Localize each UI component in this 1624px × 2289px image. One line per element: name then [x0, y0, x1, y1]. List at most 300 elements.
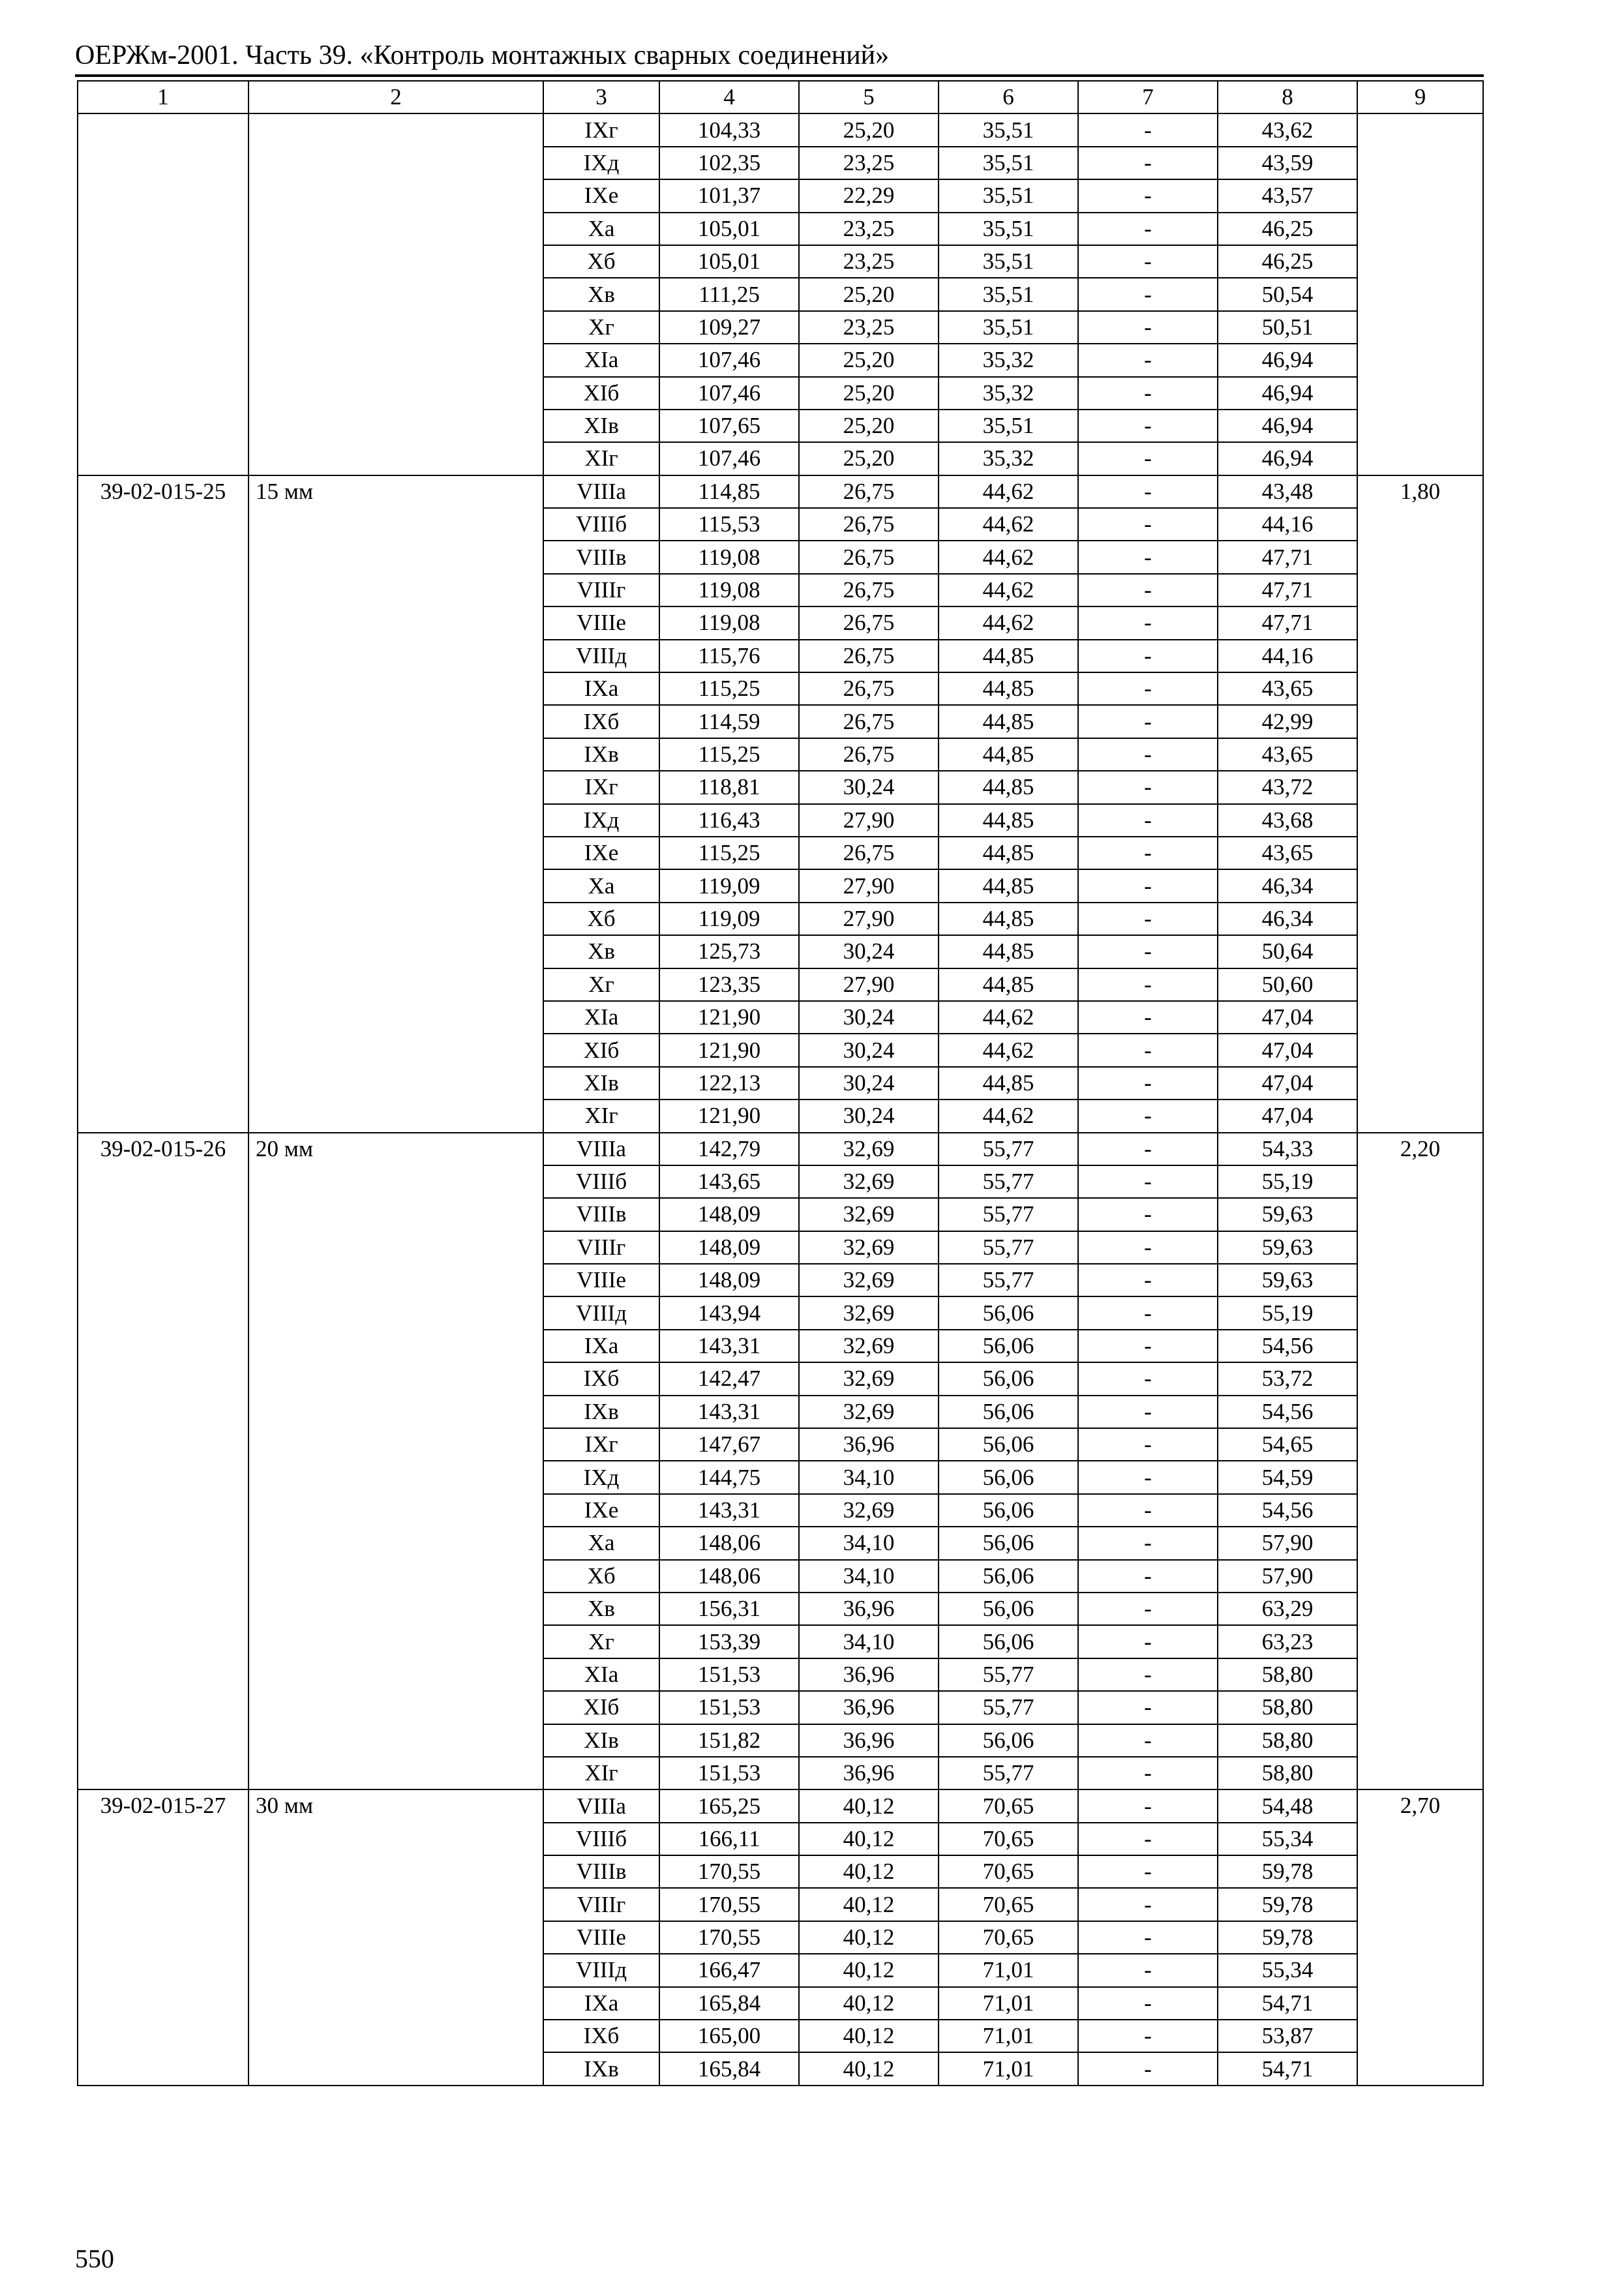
table-cell-col-8: 54,33	[1218, 1133, 1357, 1165]
table-cell-col-7: -	[1078, 1724, 1218, 1757]
table-cell-col-7: -	[1078, 179, 1218, 212]
table-cell-col-7: -	[1078, 1789, 1218, 1822]
table-cell-col-4: 142,47	[659, 1362, 799, 1395]
table-cell-col-3: Xб	[543, 245, 659, 278]
table-cell-col-8: 46,25	[1218, 245, 1357, 278]
table-cell-col-3: VIIIб	[543, 1165, 659, 1198]
table-cell-col-6: 56,06	[939, 1330, 1078, 1362]
table-cell-col-8: 59,78	[1218, 1921, 1357, 1954]
table-cell-col-8: 47,04	[1218, 1034, 1357, 1066]
table-cell-col-8: 46,94	[1218, 377, 1357, 410]
table-cell-col-3: IXа	[543, 672, 659, 705]
table-cell-col-3: IXв	[543, 738, 659, 771]
table-cell-col-8: 43,65	[1218, 672, 1357, 705]
table-cell-col-7: -	[1078, 508, 1218, 541]
table-cell-col-4: 165,84	[659, 2052, 799, 2085]
table-cell-col-5: 23,25	[799, 213, 939, 245]
table-cell-col-5: 32,69	[799, 1231, 939, 1264]
table-cell-col-8: 63,29	[1218, 1593, 1357, 1625]
table-cell-col-8: 54,56	[1218, 1330, 1357, 1362]
table-cell-col-6: 56,06	[939, 1625, 1078, 1658]
table-cell-col-3: VIIIа	[543, 475, 659, 508]
table-cell-col-3: VIIIг	[543, 1888, 659, 1921]
column-number-5: 5	[799, 81, 939, 113]
table-cell-col-7: -	[1078, 541, 1218, 573]
table-cell-col-5: 40,12	[799, 1987, 939, 2020]
table-cell-col-3: VIIIд	[543, 640, 659, 672]
table-cell-col-7: -	[1078, 1001, 1218, 1034]
table-row	[78, 1789, 1483, 1822]
table-cell-col-6: 56,06	[939, 1494, 1078, 1527]
table-cell-col-7: -	[1078, 1625, 1218, 1658]
table-cell-col-3: VIIIв	[543, 1198, 659, 1231]
table-body	[78, 113, 1483, 2085]
table-cell-col-4: 115,76	[659, 640, 799, 672]
header-rule	[75, 74, 1484, 77]
table-cell-col-6: 35,32	[939, 377, 1078, 410]
table-cell-col-4: 104,33	[659, 113, 799, 146]
table-cell-col-5: 40,12	[799, 1823, 939, 1855]
table-cell-col-5: 32,69	[799, 1396, 939, 1428]
table-cell-col-3: Xа	[543, 869, 659, 902]
table-cell-col-8: 58,80	[1218, 1658, 1357, 1691]
table-cell-col-5: 30,24	[799, 771, 939, 803]
table-cell-col-7: -	[1078, 2052, 1218, 2085]
table-cell-col-5: 32,69	[799, 1362, 939, 1395]
table-cell-col-3: IXб	[543, 1362, 659, 1395]
table-cell-col-7: -	[1078, 738, 1218, 771]
table-cell-col-8: 54,56	[1218, 1396, 1357, 1428]
table-cell-col-3: XIа	[543, 1001, 659, 1034]
table-cell-col-5: 26,75	[799, 672, 939, 705]
table-cell-col-3: Xб	[543, 1560, 659, 1593]
table-cell-col-3: Xв	[543, 278, 659, 310]
table-cell-col-5: 26,75	[799, 574, 939, 606]
table-cell-col-4: 109,27	[659, 311, 799, 344]
table-cell-col-8: 50,60	[1218, 968, 1357, 1001]
table-cell-col-3: VIIIд	[543, 1296, 659, 1329]
table-cell-col-7: -	[1078, 1330, 1218, 1362]
table-cell-col-5: 23,25	[799, 311, 939, 344]
table-cell-col-3: XIб	[543, 1691, 659, 1724]
table-cell-col-7: -	[1078, 804, 1218, 837]
table-cell-col-4: 165,84	[659, 1987, 799, 2020]
table-cell-col-8: 58,80	[1218, 1724, 1357, 1757]
table-cell-col-6: 71,01	[939, 1987, 1078, 2020]
table-cell-col-5: 25,20	[799, 442, 939, 475]
table-cell-col-6: 55,77	[939, 1198, 1078, 1231]
table-cell-col-3: IXг	[543, 1428, 659, 1461]
page-number: 550	[75, 2244, 114, 2273]
table-cell-col-7: -	[1078, 1428, 1218, 1461]
table-cell-col-5: 23,25	[799, 147, 939, 179]
table-cell-col-5: 26,75	[799, 738, 939, 771]
table-cell-col-5: 26,75	[799, 640, 939, 672]
table-cell-col-6: 35,51	[939, 147, 1078, 179]
material-cell: 1,80	[1357, 475, 1483, 1133]
table-cell-col-7: -	[1078, 837, 1218, 869]
table-cell-col-5: 40,12	[799, 1921, 939, 1954]
thickness-cell	[248, 113, 543, 475]
table-cell-col-8: 50,54	[1218, 278, 1357, 310]
table-cell-col-5: 26,75	[799, 606, 939, 639]
table-cell-col-6: 56,06	[939, 1724, 1078, 1757]
table-cell-col-8: 43,62	[1218, 113, 1357, 146]
table-cell-col-5: 30,24	[799, 1001, 939, 1034]
column-number-row	[78, 81, 1483, 113]
table-cell-col-3: IXг	[543, 113, 659, 146]
table-cell-col-8: 54,48	[1218, 1789, 1357, 1822]
table-cell-col-6: 56,06	[939, 1593, 1078, 1625]
table-cell-col-8: 43,59	[1218, 147, 1357, 179]
table-cell-col-7: -	[1078, 344, 1218, 376]
table-cell-col-5: 30,24	[799, 935, 939, 968]
table-cell-col-3: IXв	[543, 1396, 659, 1428]
table-cell-col-3: XIа	[543, 344, 659, 376]
table-cell-col-5: 34,10	[799, 1527, 939, 1559]
table-cell-col-6: 35,51	[939, 179, 1078, 212]
table-cell-col-8: 47,71	[1218, 606, 1357, 639]
table-cell-col-4: 118,81	[659, 771, 799, 803]
table-cell-col-6: 35,32	[939, 442, 1078, 475]
table-cell-col-7: -	[1078, 1198, 1218, 1231]
table-cell-col-5: 26,75	[799, 541, 939, 573]
table-cell-col-8: 57,90	[1218, 1560, 1357, 1593]
table-cell-col-4: 166,47	[659, 1954, 799, 1986]
table-cell-col-6: 44,85	[939, 903, 1078, 935]
table-cell-col-3: Xг	[543, 1625, 659, 1658]
table-cell-col-3: Xа	[543, 1527, 659, 1559]
table-cell-col-5: 30,24	[799, 1067, 939, 1100]
table-cell-col-5: 26,75	[799, 508, 939, 541]
table-cell-col-7: -	[1078, 771, 1218, 803]
table-cell-col-6: 44,85	[939, 705, 1078, 738]
table-cell-col-8: 46,94	[1218, 442, 1357, 475]
rate-code-cell: 39-02-015-26	[78, 1133, 248, 1790]
table-cell-col-8: 47,71	[1218, 574, 1357, 606]
table-cell-col-4: 107,65	[659, 410, 799, 442]
table-cell-col-6: 56,06	[939, 1296, 1078, 1329]
table-cell-col-7: -	[1078, 1362, 1218, 1395]
table-cell-col-7: -	[1078, 1067, 1218, 1100]
table-cell-col-5: 40,12	[799, 1954, 939, 1986]
table-cell-col-3: IXг	[543, 771, 659, 803]
table-cell-col-4: 115,53	[659, 508, 799, 541]
table-cell-col-6: 44,85	[939, 738, 1078, 771]
table-cell-col-3: Xв	[543, 1593, 659, 1625]
table-cell-col-5: 27,90	[799, 903, 939, 935]
table-cell-col-7: -	[1078, 574, 1218, 606]
table-cell-col-3: XIг	[543, 1100, 659, 1132]
table-cell-col-4: 143,31	[659, 1396, 799, 1428]
table-cell-col-5: 27,90	[799, 968, 939, 1001]
table-cell-col-4: 119,08	[659, 541, 799, 573]
table-cell-col-4: 143,65	[659, 1165, 799, 1198]
table-cell-col-3: Xг	[543, 968, 659, 1001]
table-cell-col-3: VIIIв	[543, 1855, 659, 1888]
table-cell-col-8: 46,25	[1218, 213, 1357, 245]
table-cell-col-3: VIIIб	[543, 1823, 659, 1855]
table-cell-col-8: 43,65	[1218, 738, 1357, 771]
rate-code-cell: 39-02-015-25	[78, 475, 248, 1133]
column-number-9: 9	[1357, 81, 1483, 113]
table-cell-col-3: Xв	[543, 935, 659, 968]
table-cell-col-7: -	[1078, 705, 1218, 738]
table-cell-col-6: 71,01	[939, 2052, 1078, 2085]
material-cell	[1357, 113, 1483, 475]
table-cell-col-5: 22,29	[799, 179, 939, 212]
table-cell-col-4: 114,85	[659, 475, 799, 508]
table-cell-col-7: -	[1078, 903, 1218, 935]
table-cell-col-4: 148,06	[659, 1560, 799, 1593]
table-cell-col-7: -	[1078, 606, 1218, 639]
table-cell-col-4: 153,39	[659, 1625, 799, 1658]
table-cell-col-6: 44,85	[939, 771, 1078, 803]
table-cell-col-4: 165,25	[659, 1789, 799, 1822]
table-cell-col-3: IXе	[543, 1494, 659, 1527]
table-cell-col-4: 170,55	[659, 1921, 799, 1954]
table-cell-col-4: 111,25	[659, 278, 799, 310]
table-cell-col-8: 44,16	[1218, 640, 1357, 672]
table-cell-col-4: 116,43	[659, 804, 799, 837]
table-cell-col-4: 107,46	[659, 344, 799, 376]
table-cell-col-6: 55,77	[939, 1691, 1078, 1724]
table-cell-col-7: -	[1078, 377, 1218, 410]
column-number-7: 7	[1078, 81, 1218, 113]
table-cell-col-8: 55,19	[1218, 1165, 1357, 1198]
table-cell-col-6: 56,06	[939, 1461, 1078, 1493]
table-cell-col-7: -	[1078, 1396, 1218, 1428]
table-cell-col-6: 56,06	[939, 1560, 1078, 1593]
table-cell-col-6: 44,62	[939, 475, 1078, 508]
table-cell-col-5: 32,69	[799, 1133, 939, 1165]
table-cell-col-5: 32,69	[799, 1494, 939, 1527]
table-cell-col-7: -	[1078, 311, 1218, 344]
thickness-cell: 20 мм	[248, 1133, 543, 1790]
table-cell-col-5: 34,10	[799, 1625, 939, 1658]
table-cell-col-4: 170,55	[659, 1888, 799, 1921]
table-cell-col-7: -	[1078, 1034, 1218, 1066]
table-cell-col-5: 36,96	[799, 1757, 939, 1789]
table-cell-col-4: 156,31	[659, 1593, 799, 1625]
table-cell-col-4: 148,09	[659, 1198, 799, 1231]
table-cell-col-4: 143,94	[659, 1296, 799, 1329]
thickness-cell: 30 мм	[248, 1789, 543, 2086]
table-cell-col-3: IXб	[543, 2020, 659, 2052]
table-cell-col-8: 50,51	[1218, 311, 1357, 344]
table-cell-col-6: 44,62	[939, 1100, 1078, 1132]
table-cell-col-8: 55,34	[1218, 1954, 1357, 1986]
table-cell-col-5: 32,69	[799, 1296, 939, 1329]
table-cell-col-5: 36,96	[799, 1428, 939, 1461]
table-cell-col-5: 36,96	[799, 1658, 939, 1691]
table-cell-col-3: IXд	[543, 1461, 659, 1493]
table-cell-col-4: 119,09	[659, 869, 799, 902]
table-cell-col-7: -	[1078, 1921, 1218, 1954]
table-cell-col-5: 32,69	[799, 1198, 939, 1231]
table-cell-col-8: 47,04	[1218, 1067, 1357, 1100]
table-cell-col-8: 44,16	[1218, 508, 1357, 541]
table-cell-col-8: 55,19	[1218, 1296, 1357, 1329]
table-cell-col-3: IXд	[543, 147, 659, 179]
table-cell-col-6: 44,62	[939, 606, 1078, 639]
table-cell-col-7: -	[1078, 1133, 1218, 1165]
table-cell-col-8: 59,78	[1218, 1888, 1357, 1921]
column-number-3: 3	[543, 81, 659, 113]
table-cell-col-3: XIг	[543, 442, 659, 475]
table-cell-col-6: 55,77	[939, 1231, 1078, 1264]
table-cell-col-7: -	[1078, 672, 1218, 705]
table-cell-col-4: 151,53	[659, 1691, 799, 1724]
table-cell-col-8: 43,65	[1218, 837, 1357, 869]
table-cell-col-7: -	[1078, 1823, 1218, 1855]
table-cell-col-5: 32,69	[799, 1330, 939, 1362]
table-cell-col-6: 55,77	[939, 1133, 1078, 1165]
table-cell-col-5: 25,20	[799, 344, 939, 376]
table-cell-col-7: -	[1078, 1888, 1218, 1921]
table-cell-col-4: 107,46	[659, 377, 799, 410]
table-cell-col-6: 35,51	[939, 213, 1078, 245]
table-cell-col-4: 119,08	[659, 574, 799, 606]
table-cell-col-6: 70,65	[939, 1888, 1078, 1921]
table-cell-col-7: -	[1078, 113, 1218, 146]
table-cell-col-5: 30,24	[799, 1100, 939, 1132]
table-cell-col-8: 54,71	[1218, 2052, 1357, 2085]
table-cell-col-3: IXа	[543, 1987, 659, 2020]
table-cell-col-7: -	[1078, 245, 1218, 278]
rate-code-cell: 39-02-015-27	[78, 1789, 248, 2086]
table-cell-col-6: 44,62	[939, 1034, 1078, 1066]
table-cell-col-6: 70,65	[939, 1789, 1078, 1822]
table-cell-col-5: 40,12	[799, 1855, 939, 1888]
table-cell-col-6: 44,62	[939, 574, 1078, 606]
table-cell-col-4: 119,08	[659, 606, 799, 639]
table-row	[78, 1133, 1483, 1165]
table-cell-col-7: -	[1078, 1987, 1218, 2020]
table-cell-col-8: 47,04	[1218, 1100, 1357, 1132]
table-cell-col-4: 151,53	[659, 1658, 799, 1691]
rate-code-cell	[78, 113, 248, 475]
table-cell-col-8: 46,34	[1218, 869, 1357, 902]
table-cell-col-7: -	[1078, 1855, 1218, 1888]
table-cell-col-3: VIIIв	[543, 541, 659, 573]
table-cell-col-6: 35,51	[939, 278, 1078, 310]
table-cell-col-4: 148,06	[659, 1527, 799, 1559]
table-cell-col-7: -	[1078, 1231, 1218, 1264]
table-cell-col-5: 40,12	[799, 1789, 939, 1822]
table-cell-col-8: 43,48	[1218, 475, 1357, 508]
table-cell-col-6: 56,06	[939, 1428, 1078, 1461]
table-cell-col-4: 105,01	[659, 213, 799, 245]
thickness-cell: 15 мм	[248, 475, 543, 1133]
table-cell-col-5: 26,75	[799, 705, 939, 738]
table-cell-col-8: 58,80	[1218, 1691, 1357, 1724]
table-cell-col-7: -	[1078, 1757, 1218, 1789]
table-cell-col-6: 56,06	[939, 1396, 1078, 1428]
table-cell-col-5: 34,10	[799, 1461, 939, 1493]
table-row	[78, 113, 1483, 146]
table-cell-col-5: 25,20	[799, 377, 939, 410]
table-cell-col-8: 58,80	[1218, 1757, 1357, 1789]
table-cell-col-6: 44,85	[939, 935, 1078, 968]
table-cell-col-7: -	[1078, 1264, 1218, 1296]
table-cell-col-6: 71,01	[939, 2020, 1078, 2052]
table-cell-col-4: 119,09	[659, 903, 799, 935]
table-cell-col-3: Xб	[543, 903, 659, 935]
table-cell-col-3: VIIIа	[543, 1789, 659, 1822]
table-cell-col-7: -	[1078, 475, 1218, 508]
table-cell-col-7: -	[1078, 640, 1218, 672]
table-cell-col-7: -	[1078, 2020, 1218, 2052]
table-cell-col-5: 34,10	[799, 1560, 939, 1593]
table-cell-col-6: 44,85	[939, 640, 1078, 672]
table-cell-col-8: 55,34	[1218, 1823, 1357, 1855]
column-number-2: 2	[248, 81, 543, 113]
table-cell-col-7: -	[1078, 1527, 1218, 1559]
table-cell-col-4: 151,82	[659, 1724, 799, 1757]
table-cell-col-4: 166,11	[659, 1823, 799, 1855]
table-cell-col-4: 123,35	[659, 968, 799, 1001]
table-cell-col-3: VIIIд	[543, 1954, 659, 1986]
table-cell-col-4: 143,31	[659, 1330, 799, 1362]
table-cell-col-6: 71,01	[939, 1954, 1078, 1986]
table-cell-col-7: -	[1078, 213, 1218, 245]
table-cell-col-7: -	[1078, 1296, 1218, 1329]
table-cell-col-3: Xг	[543, 311, 659, 344]
table-cell-col-5: 27,90	[799, 869, 939, 902]
table-cell-col-6: 55,77	[939, 1757, 1078, 1789]
table-cell-col-3: XIб	[543, 1034, 659, 1066]
table-cell-col-5: 30,24	[799, 1034, 939, 1066]
table-cell-col-8: 46,34	[1218, 903, 1357, 935]
table-cell-col-7: -	[1078, 1593, 1218, 1625]
table-cell-col-7: -	[1078, 410, 1218, 442]
table-cell-col-3: VIIIа	[543, 1133, 659, 1165]
table-cell-col-3: VIIIе	[543, 1264, 659, 1296]
page-title: ОЕРЖм-2001. Часть 39. «Контроль монтажных сварных соединений»	[75, 40, 890, 70]
table-cell-col-8: 54,56	[1218, 1494, 1357, 1527]
table-cell-col-6: 35,51	[939, 311, 1078, 344]
table-cell-col-3: VIIIг	[543, 574, 659, 606]
table-cell-col-6: 35,32	[939, 344, 1078, 376]
material-cell: 2,20	[1357, 1133, 1483, 1790]
table-cell-col-6: 56,06	[939, 1527, 1078, 1559]
table-cell-col-4: 105,01	[659, 245, 799, 278]
table-cell-col-6: 55,77	[939, 1264, 1078, 1296]
table-cell-col-4: 170,55	[659, 1855, 799, 1888]
table-cell-col-8: 59,63	[1218, 1198, 1357, 1231]
table-cell-col-4: 165,00	[659, 2020, 799, 2052]
table-cell-col-3: XIв	[543, 1724, 659, 1757]
table-cell-col-3: IXб	[543, 705, 659, 738]
table-cell-col-5: 25,20	[799, 278, 939, 310]
table-cell-col-8: 43,72	[1218, 771, 1357, 803]
table-cell-col-8: 43,68	[1218, 804, 1357, 837]
table-cell-col-4: 101,37	[659, 179, 799, 212]
table-cell-col-3: IXе	[543, 837, 659, 869]
table-cell-col-7: -	[1078, 1494, 1218, 1527]
table-cell-col-4: 122,13	[659, 1067, 799, 1100]
table-cell-col-8: 57,90	[1218, 1527, 1357, 1559]
table-cell-col-5: 32,69	[799, 1165, 939, 1198]
table-cell-col-3: IXе	[543, 179, 659, 212]
table-cell-col-8: 47,71	[1218, 541, 1357, 573]
table-cell-col-5: 40,12	[799, 2052, 939, 2085]
table-cell-col-6: 44,62	[939, 541, 1078, 573]
table-cell-col-4: 121,90	[659, 1034, 799, 1066]
column-number-8: 8	[1218, 81, 1357, 113]
table-cell-col-6: 44,62	[939, 1001, 1078, 1034]
